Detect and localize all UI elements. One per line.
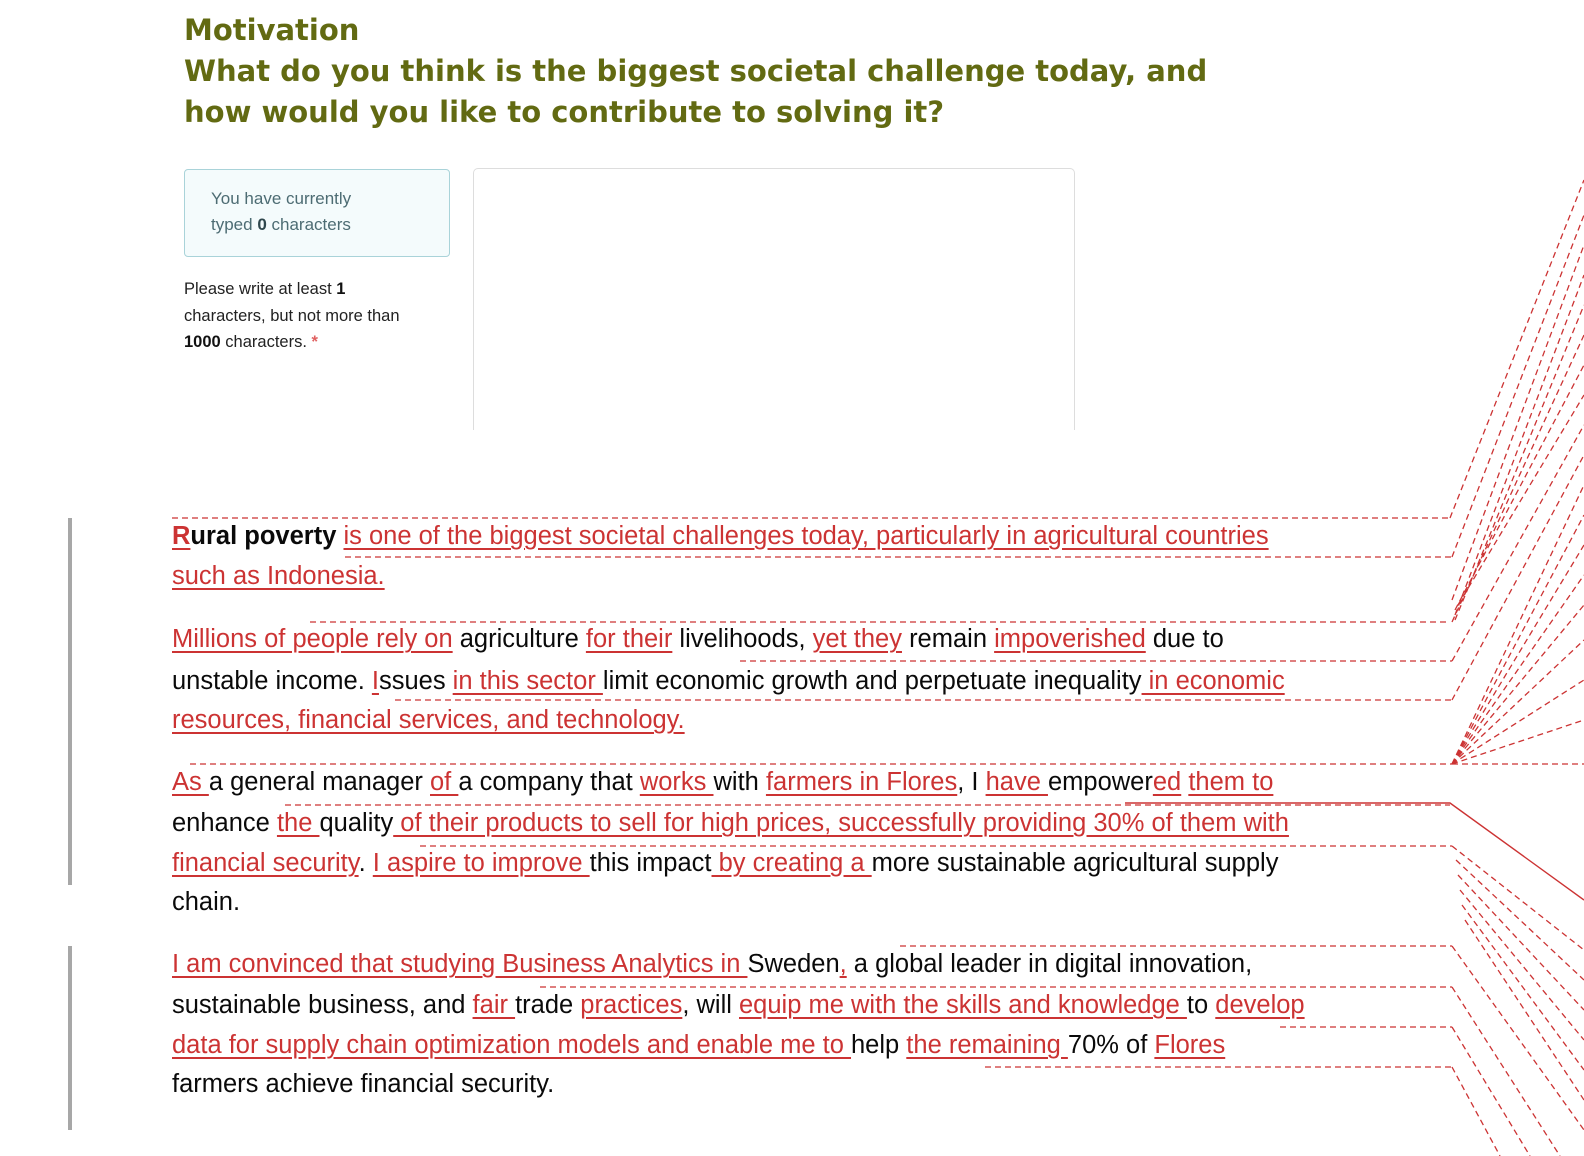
inserted-text-run: the remaining <box>906 1031 1068 1059</box>
inserted-text-run: works <box>639 768 714 796</box>
change-connector-line <box>1452 640 1584 764</box>
original-text-run: , will <box>682 991 739 1019</box>
inserted-text-run: is one of the biggest societal challenges today, particularly in agricultural countries <box>343 522 1269 550</box>
change-connector-line <box>1460 890 1584 1040</box>
inserted-text-run: have <box>985 768 1048 796</box>
change-connector-line <box>1452 215 1584 557</box>
inserted-text-run: impoverished <box>994 625 1146 653</box>
original-text-run: sustainable business, and <box>172 991 473 1019</box>
inserted-text-run: by creating a <box>711 849 872 877</box>
original-text-run: chain. <box>172 888 241 916</box>
original-text-run: due to <box>1145 625 1224 653</box>
inserted-text-run: Flores <box>1154 1031 1226 1059</box>
inserted-text-run: develop <box>1215 991 1305 1019</box>
section-title: Motivation <box>184 13 360 47</box>
limits-text-c: characters. <box>220 333 307 351</box>
original-text-run: remain <box>901 625 995 653</box>
inserted-text-run: ed <box>1152 768 1182 796</box>
original-text-run: . <box>358 849 373 877</box>
change-connector-line <box>1455 365 1584 610</box>
original-text-run: a global leader in digital innovation, <box>846 950 1253 978</box>
required-asterisk-icon: * <box>311 333 318 351</box>
original-text-run: quality <box>319 809 394 837</box>
inserted-text-run: such as Indonesia. <box>172 562 385 590</box>
inserted-text-run: financial security <box>172 849 359 877</box>
inserted-text-run: I am convinced that studying Business Analytics in <box>172 950 748 978</box>
inserted-text-run: data for supply chain optimization models and enable me to <box>172 1031 851 1059</box>
inserted-text-run: I <box>371 667 379 695</box>
change-connector-line <box>1452 680 1584 764</box>
limits-line-2: characters, but not more than <box>184 306 400 325</box>
inserted-text-run: of their products to sell for high prices, successfully providing 30% of them with <box>393 809 1289 837</box>
original-text-run: , I <box>957 768 986 796</box>
inserted-text-run: them to <box>1188 768 1274 796</box>
inserted-text-run: in economic <box>1141 667 1285 695</box>
original-text-run: empower <box>1047 768 1153 796</box>
counter-line-1: You have currently <box>211 189 352 208</box>
inserted-text-run: equip me with the skills and knowledge <box>739 991 1187 1019</box>
counter-value: 0 <box>257 215 267 234</box>
original-text-run: trade <box>515 991 581 1019</box>
original-text-run: more sustainable agricultural supply <box>871 849 1279 877</box>
inserted-text-run: in this sector <box>452 667 603 695</box>
original-text-run: Sweden <box>747 950 840 978</box>
original-text-run: a company that <box>458 768 640 796</box>
original-text-run: ssues <box>378 667 453 695</box>
change-connector-line <box>1452 605 1584 764</box>
change-connector-line <box>1458 875 1584 1010</box>
change-connector-line <box>1452 575 1584 764</box>
change-connector-line <box>1452 987 1560 1156</box>
counter-suffix: characters <box>266 215 351 234</box>
change-connector-line <box>1455 275 1584 615</box>
inserted-text-run: Millions of people rely on <box>172 625 453 653</box>
change-connector-line <box>1452 515 1584 764</box>
original-text-run: enhance <box>172 809 277 837</box>
inserted-text-run: yet they <box>812 625 902 653</box>
inserted-text-run: As <box>172 768 209 796</box>
inserted-text-run: I aspire to improve <box>372 849 590 877</box>
inserted-text-run: for their <box>585 625 673 653</box>
original-text-run: agriculture <box>452 625 586 653</box>
change-connector-line <box>1452 245 1584 600</box>
original-text-run: livelihoods, <box>672 625 813 653</box>
inserted-text-run: farmers in Flores <box>765 768 958 796</box>
inserted-text-run: resources, financial services, and technology. <box>172 706 685 734</box>
inserted-text-run: of <box>430 768 459 796</box>
original-text-run: a general manager <box>208 768 430 796</box>
original-text-run: with <box>713 768 766 796</box>
inserted-text-run: practices <box>580 991 683 1019</box>
original-text-run: limit economic growth and perpetuate inequality <box>602 667 1142 695</box>
change-connector-line <box>1452 846 1584 950</box>
change-connector-line <box>1458 395 1584 605</box>
counter-prefix: typed <box>211 215 258 234</box>
inserted-text-run: fair <box>472 991 516 1019</box>
limits-max: 1000 <box>184 333 221 351</box>
original-text-run: 70% of <box>1067 1031 1155 1059</box>
inserted-text-run: , <box>839 950 847 978</box>
original-text-run: ural poverty <box>190 522 337 550</box>
limits-text-a: Please write at least <box>184 280 337 298</box>
inserted-text-run: R <box>172 522 191 550</box>
question-line-1: What do you think is the biggest societal challenge today, and <box>184 54 1208 88</box>
inserted-text-run: the <box>276 809 320 837</box>
original-text-run: help <box>851 1031 907 1059</box>
change-connector-line <box>1125 803 1584 900</box>
question-line-2: how would you like to contribute to solving it? <box>184 95 945 129</box>
original-text-run: to <box>1186 991 1216 1019</box>
limits-min: 1 <box>336 280 346 298</box>
change-connector-line <box>1452 1067 1500 1156</box>
original-text-run: unstable income. <box>172 667 372 695</box>
change-connector-line <box>1465 920 1584 1100</box>
original-text-run: this impact <box>589 849 712 877</box>
original-text-run: farmers achieve financial security. <box>172 1070 555 1098</box>
